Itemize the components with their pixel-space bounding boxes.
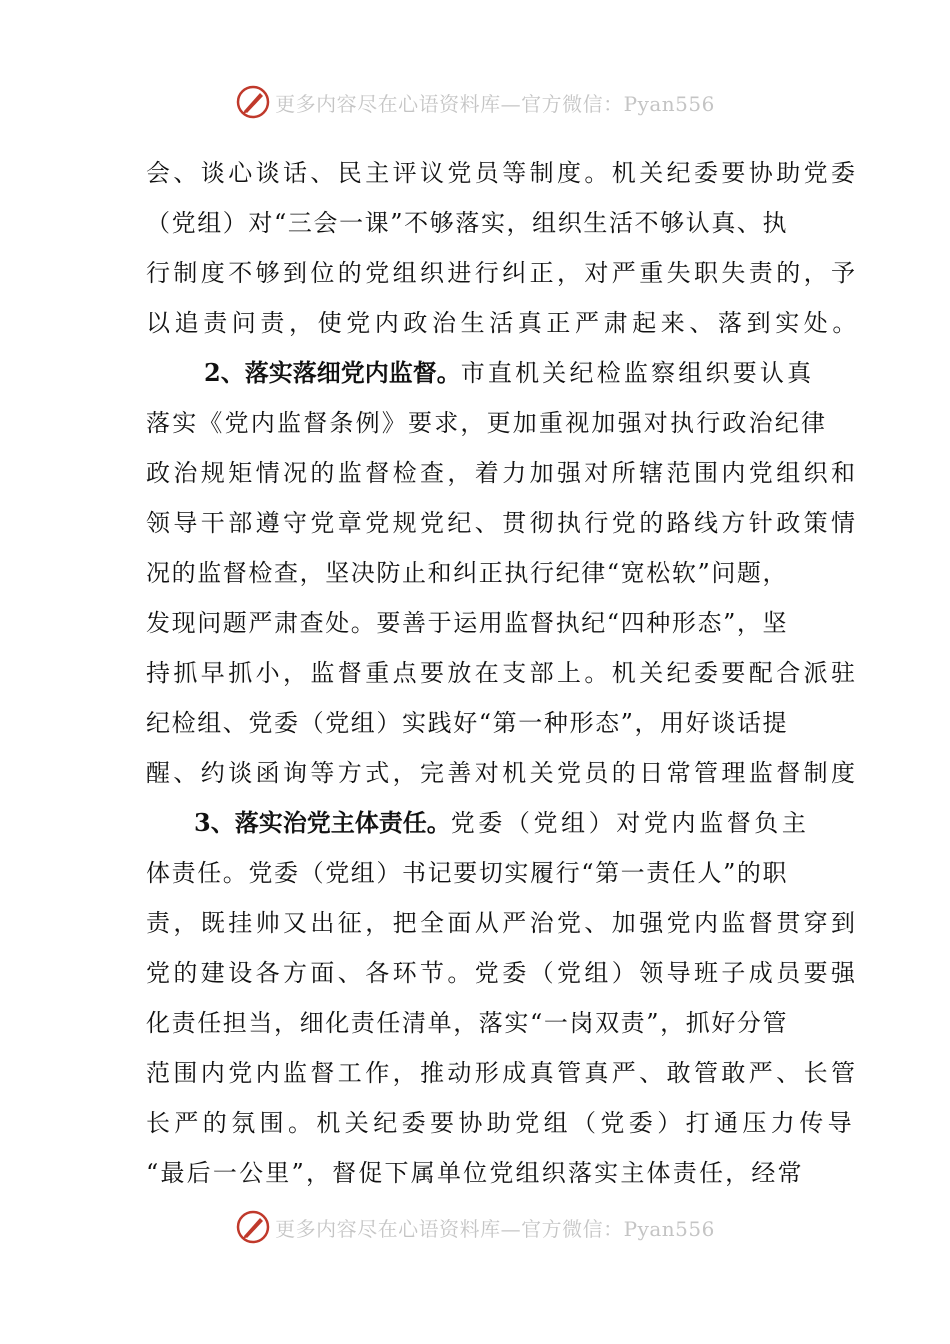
line-text: 市直机关纪检监察组织要认真 (460, 359, 815, 387)
line-text: 纪检组、党委（党组）实践好“第一种形态”，用好谈话提 (146, 709, 789, 737)
text-line (146, 998, 806, 1048)
text-line (146, 448, 859, 498)
line-text: 以追责问责，使党内政治生活真正严肃起来、落到实处。 (146, 309, 861, 337)
line-text: 政治规矩情况的监督检查，着力加强对所辖范围内党组织和 (146, 459, 859, 487)
watermark-text: 更多内容尽在心语资料库—官方微信：Pyan556 (275, 1216, 715, 1241)
text-line (146, 298, 861, 348)
text-line (146, 898, 859, 948)
footer-watermark (0, 1207, 950, 1247)
text-line (146, 348, 815, 398)
text-line (146, 248, 859, 298)
text-line (146, 498, 859, 548)
line-text: 落实《党内监督条例》要求，更加重视加强对执行政治纪律 (146, 409, 828, 437)
text-line (146, 548, 806, 598)
line-text: 党的建设各方面、各环节。党委（党组）领导班子成员要强 (146, 959, 859, 987)
line-text: （党组）对“三会一课”不够落实，组织生活不够认真、执 (146, 209, 789, 237)
line-text: 党委（党组）对党内监督负主 (450, 809, 810, 837)
text-line (146, 398, 828, 448)
text-line (146, 1048, 859, 1098)
line-text: 领导干部遵守党章党规党纪、贯彻执行党的路线方针政策情 (146, 509, 859, 537)
text-line (146, 948, 859, 998)
line-text: 化责任担当，细化责任清单，落实“一岗双责”，抓好分管 (146, 1009, 789, 1037)
quill-logo-icon (235, 1209, 271, 1245)
line-text: 责，既挂帅又出征，把全面从严治党、加强党内监督贯穿到 (146, 909, 859, 937)
line-text: 范围内党内监督工作，推动形成真管真严、敢管敢严、长管 (146, 1059, 859, 1087)
line-text: 醒、约谈函询等方式，完善对机关党员的日常管理监督制度 (146, 759, 859, 787)
text-line (146, 598, 806, 648)
text-line (146, 798, 810, 848)
quill-logo-icon (235, 84, 271, 120)
line-text: 体责任。党委（党组）书记要切实履行“第一责任人”的职 (146, 859, 789, 887)
watermark-text: 更多内容尽在心语资料库—官方微信：Pyan556 (275, 91, 715, 116)
text-line (146, 148, 859, 198)
text-line (146, 198, 806, 248)
text-line (146, 1098, 856, 1148)
document-body (146, 148, 861, 1198)
text-line (146, 848, 806, 898)
line-text: 况的监督检查，坚决防止和纠正执行纪律“宽松软”问题， (146, 559, 789, 587)
line-text: 持抓早抓小，监督重点要放在支部上。机关纪委要配合派驻 (146, 659, 859, 687)
line-text: 会、谈心谈话、民主评议党员等制度。机关纪委要协助党委 (146, 159, 859, 187)
header-watermark (0, 82, 950, 122)
text-line (146, 698, 806, 748)
line-text: 行制度不够到位的党组织进行纠正，对严重失职失责的，予 (146, 259, 859, 287)
line-text: 发现问题严肃查处。要善于运用监督执纪“四种形态”，坚 (146, 609, 789, 637)
text-line (146, 1148, 806, 1198)
line-text: 长严的氛围。机关纪委要协助党组（党委）打通压力传导 (146, 1109, 856, 1137)
line-text: “最后一公里”，督促下属单位党组织落实主体责任，经常 (146, 1159, 804, 1187)
text-line (146, 748, 859, 798)
paragraph-heading: 2、落实落细党内监督。 (204, 358, 461, 387)
text-line (146, 648, 859, 698)
paragraph-heading: 3、落实治党主体责任。 (194, 808, 451, 837)
